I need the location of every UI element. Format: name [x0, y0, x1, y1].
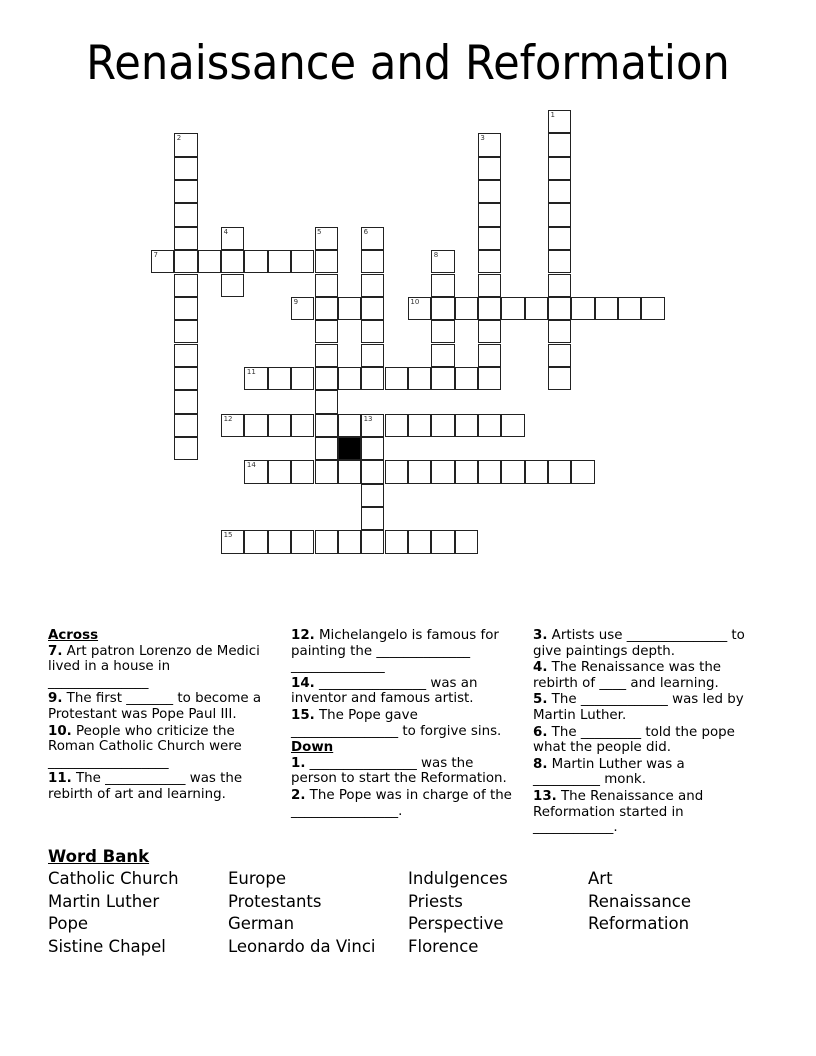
clue-down-1: 1. ________________ was the person to start the Reformation.	[291, 755, 507, 787]
clue-number: 9	[293, 297, 299, 306]
crossword-cell[interactable]	[431, 460, 454, 483]
crossword-cell[interactable]	[501, 297, 524, 320]
crossword-cell[interactable]	[408, 530, 431, 553]
crossword-cell[interactable]	[315, 274, 338, 297]
word-bank-item: Pope	[48, 914, 89, 934]
crossword-cell[interactable]	[361, 367, 384, 390]
crossword-cell[interactable]	[525, 297, 548, 320]
crossword-cell[interactable]	[455, 367, 478, 390]
crossword-cell[interactable]	[174, 437, 197, 460]
word-bank-item: Priests	[408, 891, 463, 911]
word-bank-item: Leonardo da Vinci	[228, 936, 376, 956]
word-bank-item: Martin Luther	[48, 891, 160, 911]
crossword-cell[interactable]	[174, 390, 197, 413]
clues-column-2	[291, 628, 523, 820]
clue-number: 14	[246, 461, 256, 470]
crossword-cell[interactable]	[548, 227, 571, 250]
crossword-cell[interactable]	[174, 250, 197, 273]
crossword-cell[interactable]	[315, 344, 338, 367]
clues-column-1	[48, 628, 273, 804]
clue-number: 4	[223, 227, 229, 236]
clue-number: 12	[223, 414, 233, 423]
clue-number: 7	[153, 251, 158, 260]
crossword-cell[interactable]	[315, 250, 338, 273]
crossword-cell[interactable]	[431, 414, 454, 437]
crossword-cell[interactable]	[385, 367, 408, 390]
crossword-cell[interactable]	[571, 297, 594, 320]
clue-across-14: 14. ________________ was an inventor and famous artist.	[291, 675, 478, 707]
crossword-cell[interactable]	[478, 414, 501, 437]
clue-number: 11	[246, 367, 256, 376]
crossword-cell[interactable]	[198, 250, 221, 273]
clue-across-7: 7. Art patron Lorenzo de Medici lived in a house in _______________	[48, 643, 260, 690]
clue-across-12: 12. Michelangelo is famous for painting the ______________ ______________	[291, 628, 499, 675]
crossword-cell[interactable]	[174, 297, 197, 320]
crossword-cell[interactable]	[268, 367, 291, 390]
crossword-cell[interactable]	[431, 367, 454, 390]
crossword-cell[interactable]	[478, 460, 501, 483]
crossword-cell[interactable]	[361, 227, 384, 250]
clue-number: 2	[176, 134, 182, 143]
down-header: Down	[291, 740, 334, 756]
crossword-cell[interactable]	[174, 320, 197, 343]
crossword-cell[interactable]	[548, 297, 571, 320]
crossword-cell[interactable]	[361, 320, 384, 343]
word-bank-column-1	[48, 868, 228, 958]
crossword-cell[interactable]	[618, 297, 641, 320]
word-bank-item: Reformation	[588, 914, 690, 934]
crossword-cell[interactable]	[174, 344, 197, 367]
clue-down-3: 3. Artists use _______________ to give paintings depth.	[533, 628, 745, 659]
crossword-cell[interactable]	[361, 484, 384, 507]
clue-number: 13	[363, 414, 373, 423]
clue-down-4: 4. The Renaissance was the rebirth of ____ and learning.	[533, 660, 722, 691]
crossword-cell[interactable]	[174, 203, 197, 226]
crossword-cell[interactable]	[174, 180, 197, 203]
crossword-cell[interactable]	[361, 414, 384, 437]
word-bank-header: Word Bank	[48, 847, 150, 866]
crossword-cell[interactable]	[478, 297, 501, 320]
crossword-cell[interactable]	[221, 250, 244, 273]
crossword-cell[interactable]	[174, 367, 197, 390]
crossword-cell[interactable]	[315, 297, 338, 320]
crossword-cell[interactable]	[315, 414, 338, 437]
clue-down-6: 6. The _________ told the pope what the people did.	[533, 724, 735, 756]
crossword-cell[interactable]	[291, 414, 314, 437]
crossword-cell[interactable]	[338, 530, 361, 553]
word-bank-column-4	[588, 868, 768, 958]
crossword-cell[interactable]	[151, 250, 174, 273]
crossword-cell[interactable]	[361, 530, 384, 553]
crossword-cell[interactable]	[361, 437, 384, 460]
word-bank-item: German	[228, 914, 295, 934]
word-bank-item: Indulgences	[408, 869, 508, 888]
crossword-cell[interactable]	[291, 367, 314, 390]
crossword-cell[interactable]	[361, 460, 384, 483]
crossword-cell[interactable]	[548, 460, 571, 483]
page-title: Renaissance and Reformation	[86, 36, 730, 91]
crossword-cell[interactable]	[174, 414, 197, 437]
crossword-cell[interactable]	[315, 437, 338, 460]
word-bank-item: Europe	[228, 869, 287, 888]
crossword-cell[interactable]	[431, 344, 454, 367]
crossword-cell[interactable]	[478, 180, 501, 203]
crossword-cell[interactable]	[315, 530, 338, 553]
crossword-cell[interactable]	[478, 227, 501, 250]
crossword-cell[interactable]	[315, 367, 338, 390]
crossword-cell[interactable]	[408, 367, 431, 390]
crossword-cell[interactable]	[548, 320, 571, 343]
crossword-cell[interactable]	[315, 320, 338, 343]
crossword-cell[interactable]	[548, 203, 571, 226]
crossword-cell[interactable]	[478, 157, 501, 180]
clue-down-8: 8. Martin Luther was a __________ monk.	[533, 756, 685, 788]
clue-number: 8	[433, 251, 439, 260]
crossword-cell[interactable]	[548, 274, 571, 297]
crossword-cell[interactable]	[385, 530, 408, 553]
crossword-cell[interactable]	[338, 414, 361, 437]
crossword-cell[interactable]	[244, 530, 267, 553]
clue-number: 15	[223, 531, 233, 540]
crossword-cell[interactable]	[268, 414, 291, 437]
crossword-cell[interactable]	[221, 530, 244, 553]
crossword-cell[interactable]	[221, 274, 244, 297]
crossword-cell[interactable]	[291, 460, 314, 483]
crossword-cell[interactable]	[431, 320, 454, 343]
crossword-cell[interactable]	[338, 297, 361, 320]
crossword-cell[interactable]	[361, 250, 384, 273]
crossword-cell[interactable]	[478, 133, 501, 156]
word-bank-column-2	[228, 868, 408, 958]
crossword-cell[interactable]	[174, 274, 197, 297]
crossword-cell[interactable]	[455, 297, 478, 320]
crossword-cell[interactable]	[478, 250, 501, 273]
crossword-cell[interactable]	[455, 414, 478, 437]
crossword-cell[interactable]	[338, 460, 361, 483]
clue-number: 1	[550, 111, 555, 119]
clue-across-11: 11. The ____________ was the rebirth of art and learning.	[48, 771, 243, 802]
crossword-cell[interactable]	[408, 460, 431, 483]
crossword-black-cell	[338, 437, 361, 460]
clues-column-3	[533, 628, 755, 837]
clue-across-9: 9. The first _______ to become a Protestant was Pope Paul III.	[48, 691, 262, 722]
crossword-cell[interactable]	[221, 414, 244, 437]
crossword-cell[interactable]	[361, 297, 384, 320]
clue-across-15: 15. The Pope gave ________________ to forgive sins.	[291, 707, 502, 739]
clue-number: 3	[480, 134, 485, 143]
crossword-cell[interactable]	[338, 367, 361, 390]
crossword-cell[interactable]	[268, 250, 291, 273]
crossword-cell[interactable]	[571, 460, 594, 483]
clue-number: 6	[363, 227, 369, 236]
crossword-cell[interactable]	[315, 227, 338, 250]
clue-number: 10	[410, 297, 420, 306]
crossword-cell[interactable]	[501, 414, 524, 437]
crossword-cell[interactable]	[548, 250, 571, 273]
clue-down-13: 13. The Renaissance and Reformation started in ____________.	[533, 788, 704, 836]
crossword-cell[interactable]	[291, 530, 314, 553]
crossword-cell[interactable]	[174, 227, 197, 250]
crossword-cell[interactable]	[221, 227, 244, 250]
crossword-cell[interactable]	[361, 344, 384, 367]
crossword-cell[interactable]	[548, 344, 571, 367]
crossword-cell[interactable]	[455, 460, 478, 483]
crossword-cell[interactable]	[525, 460, 548, 483]
word-bank-item: Renaissance	[588, 891, 692, 911]
crossword-cell[interactable]	[431, 530, 454, 553]
crossword-cell[interactable]	[431, 250, 454, 273]
crossword-cell[interactable]	[478, 367, 501, 390]
crossword-cell[interactable]	[431, 274, 454, 297]
crossword-cell[interactable]	[315, 390, 338, 413]
crossword-cell[interactable]	[548, 180, 571, 203]
crossword-cell[interactable]	[478, 344, 501, 367]
word-bank-item: Protestants	[228, 891, 322, 911]
word-bank-column-3	[408, 868, 588, 958]
crossword-cell[interactable]	[361, 507, 384, 530]
crossword-cell[interactable]	[478, 203, 501, 226]
crossword-cell[interactable]	[174, 133, 197, 156]
crossword-cell[interactable]	[268, 530, 291, 553]
word-bank-item: Florence	[408, 936, 479, 956]
crossword-cell[interactable]	[385, 460, 408, 483]
word-bank	[48, 846, 768, 958]
crossword-cell[interactable]	[431, 297, 454, 320]
clue-across-10: 10. People who criticize the Roman Catholic Church were __________________	[48, 723, 242, 770]
crossword-cell[interactable]	[361, 274, 384, 297]
crossword-cell[interactable]	[641, 297, 664, 320]
clue-down-2: 2. The Pope was in charge of the ________________.	[291, 787, 512, 819]
crossword-cell[interactable]	[408, 297, 431, 320]
crossword-cell[interactable]	[548, 133, 571, 156]
crossword-cell[interactable]	[244, 414, 267, 437]
crossword-cell[interactable]	[244, 460, 267, 483]
crossword-cell[interactable]	[244, 250, 267, 273]
word-bank-grid	[48, 868, 768, 958]
crossword-cell[interactable]	[548, 157, 571, 180]
crossword-cell[interactable]	[455, 530, 478, 553]
crossword-cell[interactable]	[548, 367, 571, 390]
across-header: Across	[48, 628, 99, 643]
clue-number: 5	[317, 227, 322, 236]
crossword-cell[interactable]	[268, 460, 291, 483]
crossword-cell[interactable]	[478, 320, 501, 343]
crossword-cell[interactable]	[291, 250, 314, 273]
crossword-cell[interactable]	[291, 297, 314, 320]
crossword-cell[interactable]	[501, 460, 524, 483]
clue-down-5: 5. The _____________ was led by Martin Luther.	[533, 692, 744, 723]
crossword-cell[interactable]	[478, 274, 501, 297]
crossword-cell[interactable]	[595, 297, 618, 320]
crossword-cell[interactable]	[548, 110, 571, 133]
word-bank-item: Art	[588, 869, 613, 888]
word-bank-item: Catholic Church	[48, 869, 179, 888]
crossword-cell[interactable]	[408, 414, 431, 437]
crossword-cell[interactable]	[385, 414, 408, 437]
crossword-cell[interactable]	[174, 157, 197, 180]
word-bank-item: Perspective	[408, 914, 504, 934]
crossword-cell[interactable]	[244, 367, 267, 390]
crossword-cell[interactable]	[315, 460, 338, 483]
word-bank-item: Sistine Chapel	[48, 936, 166, 956]
